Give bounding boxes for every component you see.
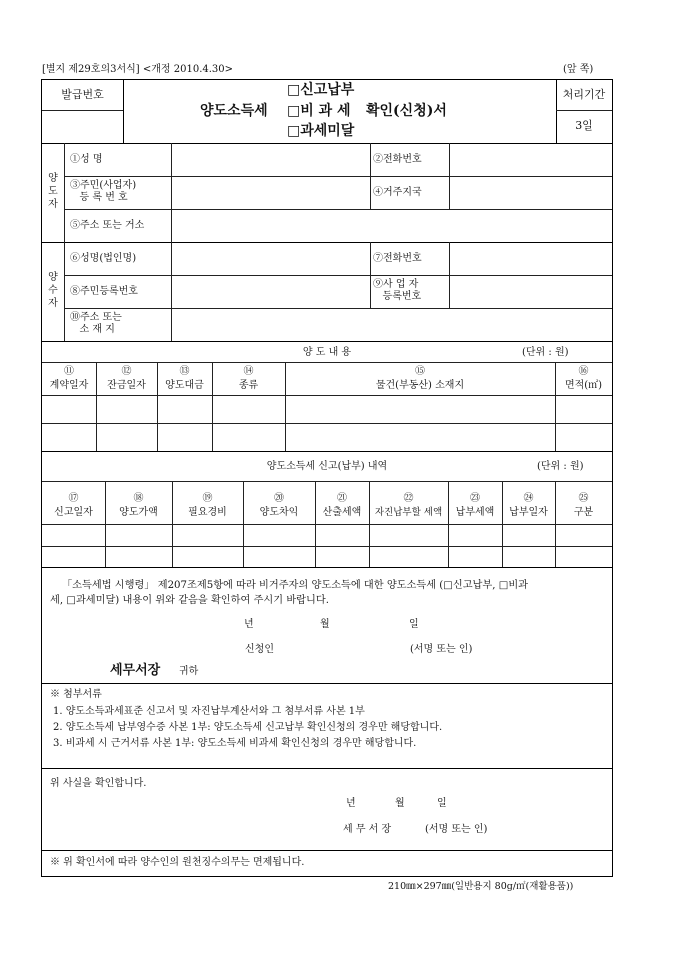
rule — [42, 395, 612, 396]
rule — [42, 567, 612, 568]
rule — [42, 768, 612, 769]
request-statement-line2: 세, □과세미달) 내용이 위와 같음을 확인하여 주시기 바랍니다. — [50, 595, 329, 606]
addressee-honorific: 귀하 — [179, 666, 199, 677]
rule — [64, 176, 612, 177]
rule — [42, 524, 612, 525]
transferor-registration-label: ③주민(사업자) 등 록 번 호 — [70, 180, 137, 203]
col-num-area: ⑯ — [578, 366, 589, 377]
rule — [42, 451, 612, 452]
request-date-day: 일 — [409, 619, 419, 630]
transfer-details-unit: (단위 : 원) — [522, 347, 569, 358]
rule — [64, 143, 65, 242]
col-self-pay-tax: 자진납부할 세액 — [374, 507, 443, 518]
rule — [42, 546, 612, 547]
col-paid-tax: 납부세액 — [455, 507, 495, 518]
col-transfer-value: 양도가액 — [119, 507, 158, 518]
col-num-type: ⑭ — [243, 366, 254, 377]
rule — [171, 242, 172, 341]
col-num-capital-gain: ⑳ — [274, 493, 284, 504]
col-num-paid-tax: ㉓ — [470, 493, 480, 504]
confirm-date-year: 년 — [346, 798, 356, 809]
rule — [64, 308, 612, 309]
transferee-phone-label: ⑦전화번호 — [373, 253, 422, 264]
col-payment-date: 납부일자 — [509, 507, 548, 518]
report-details-unit: (단위 : 원) — [537, 461, 584, 472]
rule — [42, 481, 612, 482]
applicant-label: 신청인 — [245, 644, 274, 655]
rule — [42, 850, 612, 851]
title-option-report: □신고납부 — [287, 82, 355, 98]
rule — [42, 143, 612, 144]
confirmation-statement: 위 사실을 확인합니다. — [50, 778, 147, 789]
rule — [42, 341, 612, 342]
issue-number-label: 발급번호 — [61, 88, 104, 101]
request-date-month: 월 — [320, 619, 330, 630]
report-details-title: 양도소득세 신고(납부) 내역 — [266, 461, 388, 472]
col-computed-tax: 산출세액 — [322, 507, 362, 518]
col-capital-gain: 양도차익 — [259, 507, 299, 518]
col-num-computed-tax: ㉑ — [337, 493, 347, 504]
rule — [42, 683, 612, 684]
col-num-necessary-expenses: ⑲ — [202, 493, 213, 504]
attachment-item-2: 2. 양도소득세 납부영수증 사본 1부: 양도소득세 신고납부 확인신청의 경우만 해당합니다. — [53, 722, 443, 733]
col-category: 구분 — [573, 507, 594, 518]
transferor-phone-label: ②전화번호 — [373, 154, 422, 165]
withholding-exemption-note: ※ 위 확인서에 따라 양수인의 원천징수의무는 면제됩니다. — [50, 857, 305, 868]
processing-period-label: 처리기간 — [562, 88, 606, 101]
col-num-category: ㉕ — [578, 493, 589, 504]
applicant-signature-label: (서명 또는 인) — [410, 644, 473, 655]
rule — [171, 209, 172, 242]
officer-signature-label: (서명 또는 인) — [425, 824, 488, 835]
processing-period-value: 3일 — [575, 119, 593, 132]
rule — [556, 110, 612, 111]
confirm-date-month: 월 — [395, 798, 405, 809]
col-type: 종류 — [238, 380, 259, 391]
col-num-balance-date: ⑫ — [121, 366, 132, 377]
col-contract-date: 계약일자 — [49, 380, 89, 391]
col-area: 면적(㎡) — [564, 380, 603, 391]
col-num-transfer-value: ⑱ — [133, 493, 144, 504]
col-balance-date: 잔금일자 — [107, 380, 146, 391]
col-transfer-price: 양도대금 — [165, 380, 204, 391]
col-num-contract-date: ⑪ — [64, 366, 74, 377]
transfer-details-title: 양 도 내 용 — [302, 347, 352, 358]
col-num-property-location: ⑮ — [415, 366, 425, 377]
rule — [123, 80, 124, 143]
attachment-item-1: 1. 양도소득과세표준 신고서 및 자진납부계산서와 그 첨부서류 사본 1부 — [53, 706, 365, 717]
col-num-report-date: ⑰ — [68, 493, 79, 504]
rule — [42, 110, 123, 111]
col-property-location: 물건(부동산) 소재지 — [375, 380, 465, 391]
paper-specification: 210㎜×297㎜(일반용지 80g/㎡(재활용품)) — [388, 881, 574, 892]
transferor-section-label: 양 도 자 — [48, 173, 58, 210]
tax-office-head-label: 세 무 서 장 — [343, 824, 392, 835]
confirm-date-day: 일 — [437, 798, 447, 809]
rule — [64, 209, 612, 210]
transferee-resident-number-label: ⑧주민등록번호 — [70, 286, 138, 297]
attachments-title: ※ 첨부서류 — [50, 689, 102, 700]
rule — [42, 423, 612, 424]
col-num-transfer-price: ⑬ — [179, 366, 190, 377]
col-num-payment-date: ㉔ — [523, 493, 534, 504]
col-report-date: 신고일자 — [54, 507, 93, 518]
col-necessary-expenses: 필요경비 — [188, 507, 227, 518]
transferor-address-label: ⑤주소 또는 거소 — [70, 220, 145, 231]
title-option-below-threshold: □과세미달 — [287, 123, 355, 139]
page-side-label: (앞 쪽) — [563, 64, 594, 75]
rule — [42, 242, 612, 243]
attachment-item-3: 3. 비과세 시 근거서류 사본 1부: 양도소득세 비과세 확인신청의 경우만 해당합니다. — [53, 738, 417, 749]
col-num-self-pay-tax: ㉒ — [403, 493, 414, 504]
request-statement-line1: 「소득세법 시행령」 제207조제5항에 따라 비거주자의 양도소득에 대한 양도소득세 (□신고납부, □비과 — [62, 580, 529, 591]
transferee-address-label: ⑩주소 또는 소 재 지 — [70, 312, 122, 335]
title-option-nontaxable: □비 과 세 — [287, 103, 351, 119]
rule — [42, 362, 612, 363]
form-reference: [별지 제29호의3서식] <개정 2010.4.30> — [42, 64, 234, 75]
transferee-business-number-label: ⑨사 업 자 등록번호 — [373, 279, 422, 302]
transferee-section-label: 양 수 자 — [48, 272, 58, 309]
title-suffix: 확인(신청)서 — [366, 103, 447, 119]
rule — [64, 242, 65, 341]
transferee-name-label: ⑥성명(법인명) — [70, 253, 137, 264]
transferor-name-label: ①성 명 — [70, 154, 103, 165]
title-prefix: 양도소득세 — [200, 103, 268, 119]
transferor-residence-country-label: ④거주지국 — [373, 187, 422, 198]
addressee-tax-office-head: 세무서장 — [110, 663, 161, 678]
rule — [64, 275, 612, 276]
request-date-year: 년 — [244, 619, 254, 630]
